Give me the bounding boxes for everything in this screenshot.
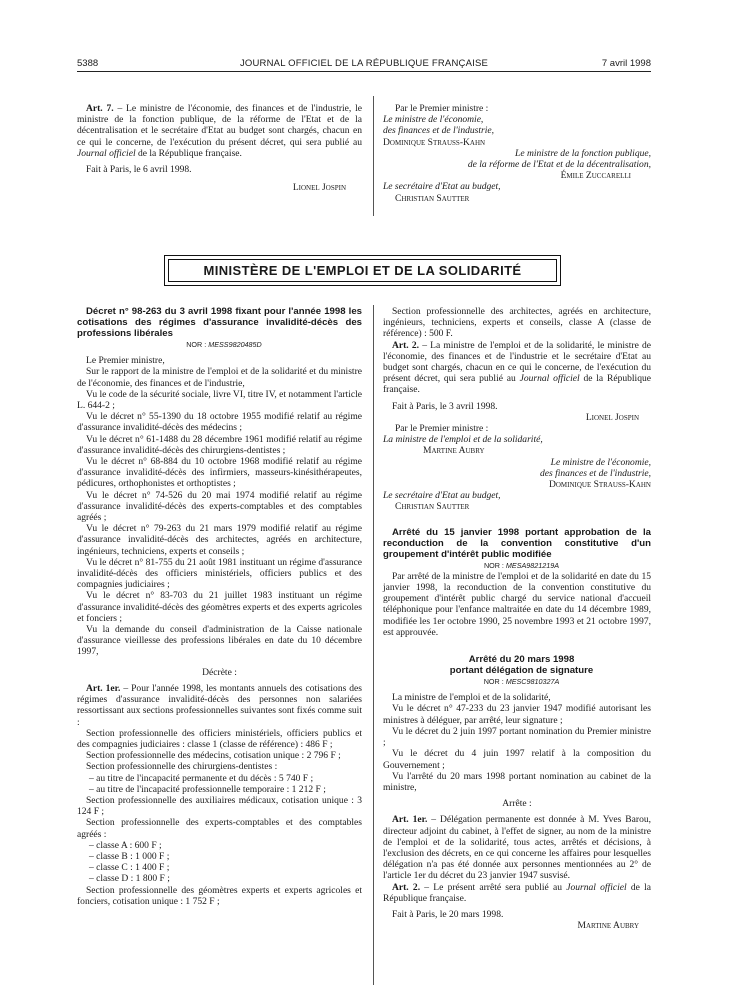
decree-section: Section professionnelle des officiers ministériels, officiers publics et des compagnies judiciaires : classe 1 (classe de référence) : 486 F ;	[77, 727, 362, 750]
decree-par-pm: Par le Premier ministre :	[395, 423, 489, 435]
arrete2-arrete: Arrête :	[502, 798, 532, 810]
decree-visa: Sur le rapport de la ministre de l'emploi et de la solidarité et du ministre de l'économie, des finances et de l'industrie,	[77, 366, 362, 389]
prev-min-fp-name: Émile Zuccarelli	[560, 170, 631, 182]
arrete2-visa: Vu le décret n° 47-233 du 23 janvier 1947 modifié autorisant les ministres à déléguer, par arrêté, leur signature ;	[383, 703, 651, 726]
decree-sec-budget-name: Christian Sautter	[395, 501, 470, 513]
decree-visa: Vu la demande du conseil d'administration de la Caisse nationale d'assurance vieillesse des professions libérales en date du 10 décembre 1997,	[77, 624, 362, 658]
arrete2-visa: Vu le décret du 2 juin 1997 portant nomination du Premier ministre ;	[383, 725, 651, 749]
decree-section: Section professionnelle des auxiliaires médicaux, cotisation unique : 3 124 F ;	[77, 794, 362, 818]
prev-min-eco-name: Dominique Strauss-Kahn	[383, 136, 486, 148]
arrete1-nor: NOR : MESA9821219A	[483, 560, 560, 570]
decree-visa: Vu le décret n° 55-1390 du 18 octobre 1955 modifié relatif au régime d'assurance invalidité-décès des médecins ;	[77, 411, 362, 434]
running-header	[77, 58, 651, 72]
decree-fait: Fait à Paris, le 3 avril 1998.	[392, 400, 498, 412]
arrete1-text: Par arrêté de la ministre de l'emploi et de la solidarité en date du 15 janvier 1998, la reconduction de la convention constitutive du groupement d'intérêt public chargé du service national d'accueil téléphonique pour l'enfance maltraitée en date du 14 décembre 1989, modifiée les 1er octobre 1990, 25 novembre 1993 et 21 octobre 1997, est approuvée.	[383, 570, 651, 638]
decree-section-item: – au titre de l'incapacité professionnelle temporaire : 1 212 F ;	[89, 783, 326, 795]
page-number: 5388	[77, 58, 99, 69]
decree-nor: NOR : MESS9820485D	[186, 340, 262, 349]
prev-signatory-pm: Lionel Jospin	[292, 182, 346, 194]
prev-article-7: Art. 7. – Le ministre de l'économie, des finances et de l'industrie, le ministre de la fonction publique, de la réforme de l'Etat et de la décentralisation et le secrétaire d'Etat au budget sont chargés, chacun en ce qui le concerne, de l'exécution du présent décret, qui sera publié au Journal officiel de la République française.	[77, 103, 362, 159]
prev-fait: Fait à Paris, le 6 avril 1998.	[86, 164, 192, 176]
arrete1-title: Arrêté du 15 janvier 1998 portant approbation de la reconduction de la convention constitutive d'un groupement d'intérêt public modifiée	[383, 526, 651, 560]
decree-min-eco-name: Dominique Strauss-Kahn	[548, 479, 651, 491]
decree-pm: Le Premier ministre,	[86, 355, 165, 367]
decree-section: Section professionnelle des architectes, agréés en architecture, ingénieurs, techniciens, experts et conseils, classe A (classe de référence) : 500 F.	[383, 306, 651, 340]
journal-title: JOURNAL OFFICIEL DE LA RÉPUBLIQUE FRANÇAISE	[239, 58, 489, 69]
decree-section: Section professionnelle des experts-comptables et des comptables agréés :	[77, 817, 362, 840]
decree-section: Section professionnelle des médecins, cotisation unique : 2 796 F ;	[86, 750, 341, 762]
decree-article-2: Art. 2. – La ministre de l'emploi et de la solidarité, le ministre de l'économie, des finances et de l'industrie et le secrétaire d'Etat au budget sont chargés, chacun en ce qui le concerne, de l'exécution du présent décret, qui sera publié au Journal officiel de la République française.	[383, 339, 651, 396]
ministry-heading: MINISTÈRE DE L'EMPLOI ET DE LA SOLIDARITÉ	[203, 263, 522, 278]
arrete2-visa: Vu le décret du 4 juin 1997 relatif à la composition du Gouvernement ;	[383, 748, 651, 771]
header-rule	[77, 71, 651, 72]
arrete2-signatory: Martine Aubry	[577, 920, 639, 932]
ministry-heading-box	[164, 255, 561, 286]
prev-decree-right	[383, 103, 651, 204]
decree-title: Décret n° 98-263 du 3 avril 1998 fixant pour l'année 1998 les cotisations des régimes d'assurance invalidité-décès des professions libérales	[77, 306, 362, 339]
prev-sec-budget-title: Le secrétaire d'Etat au budget,	[383, 181, 501, 193]
decree-section: Section professionnelle des géomètres experts et experts agricoles et fonciers, cotisation unique : 1 752 F ;	[77, 884, 362, 907]
decree-section-item: – classe A : 600 F ;	[89, 839, 162, 851]
decree-section: Section professionnelle des chirurgiens-dentistes :	[86, 761, 278, 773]
decree-section-item: – classe D : 1 800 F ;	[89, 873, 170, 885]
decree-signatory-pm: Lionel Jospin	[585, 411, 639, 423]
arrete2-fait: Fait à Paris, le 20 mars 1998.	[392, 908, 504, 920]
decree-visa: Vu le décret n° 68-884 du 10 octobre 1968 modifié relatif au régime d'assurance invalidité-décès des infirmiers, masseurs-kinésithérapeutes, pédicures, orthophonistes et orthoptistes ;	[77, 456, 362, 490]
arrete2-minister: La ministre de l'emploi et de la solidarité,	[392, 692, 551, 704]
prev-min-eco-title-1: Le ministre de l'économie,	[383, 114, 484, 126]
decree-section-item: – au titre de l'incapacité permanente et du décès : 5 740 F ;	[89, 772, 314, 784]
arrete2-title-2: portant délégation de signature	[449, 665, 594, 677]
decree-min-emploi-title: La ministre de l'emploi et de la solidarité,	[383, 434, 543, 446]
arrete2-title-1: Arrêté du 20 mars 1998	[468, 654, 575, 666]
prev-min-fp-title-2: de la réforme de l'Etat et de la décentralisation,	[467, 159, 651, 171]
decree-sec-budget-title: Le secrétaire d'Etat au budget,	[383, 490, 501, 502]
decree-decrete: Décrète :	[202, 666, 237, 678]
prev-min-eco-title-2: des finances et de l'industrie,	[383, 125, 495, 137]
issue-date: 7 avril 1998	[601, 58, 651, 69]
decree-min-emploi-name: Martine Aubry	[423, 445, 485, 457]
decree-min-eco-title-1: Le ministre de l'économie,	[550, 456, 651, 468]
arrete2-nor: NOR : MESC9810327A	[483, 677, 560, 687]
prev-min-fp-title-1: Le ministre de la fonction publique,	[515, 147, 651, 159]
prev-sec-budget-name: Christian Sautter	[395, 192, 470, 204]
decree-min-eco-title-2: des finances et de l'industrie,	[539, 467, 651, 479]
decree-section-item: – classe B : 1 000 F ;	[89, 850, 170, 862]
decree-left-column	[77, 306, 362, 907]
prev-par-pm: Par le Premier ministre :	[395, 103, 489, 114]
column-divider-main	[373, 305, 374, 985]
prev-decree-left	[77, 103, 362, 193]
arrete2-article-1: Art. 1er. – Délégation permanente est donnée à M. Yves Barou, directeur adjoint du cabinet, à l'effet de signer, au nom de la ministre de l'emploi et de la solidarité, tous actes, arrêtés et décisions, à l'exclusion des décrets, en ce qui concerne les affaires pour lesquelles délégation n'a pas été donnée aux personnes mentionnées au 2° de l'article 1er du décret du 23 janvier 1947 susvisé.	[383, 814, 652, 882]
decree-visa: Vu le décret n° 83-703 du 21 juillet 1983 instituant un régime d'assurance invalidité-décès des géomètres experts et des experts agricoles et fonciers ;	[77, 590, 362, 624]
decree-section-item: – classe C : 1 400 F ;	[89, 862, 170, 874]
arrete2-article-2: Art. 2. – Le présent arrêté sera publié au Journal officiel de la République française.	[383, 881, 651, 904]
decree-visa: Vu le décret n° 74-526 du 20 mai 1974 modifié relatif au régime d'assurance invalidité-décès des experts-comptables et des comptables agréés ;	[77, 489, 362, 524]
decree-visa: Vu le code de la sécurité sociale, livre VI, titre IV, et notamment l'article L. 644-2 ;	[77, 388, 362, 412]
decree-visa: Vu le décret n° 81-755 du 21 août 1981 instituant un régime d'assurance invalidité-décès des officiers ministériels, officiers publics et des compagnies judiciaires ;	[77, 556, 362, 591]
column-divider-top	[373, 96, 374, 216]
decree-article-1: Art. 1er. – Pour l'année 1998, les montants annuels des cotisations des régimes d'assurance invalidité-décès des personnes non salariées ressortissant aux sections professionnelles suivantes sont fixés comme suit :	[77, 682, 362, 728]
decree-right-column	[383, 306, 651, 931]
decree-visa: Vu le décret n° 61-1488 du 28 décembre 1961 modifié relatif au régime d'assurance invalidité-décès des chirurgiens-dentistes ;	[77, 433, 362, 456]
decree-visa: Vu le décret n° 79-263 du 21 mars 1979 modifié relatif au régime d'assurance invalidité-décès des architectes, agréés en architecture, ingénieurs, techniciens, experts et conseils ;	[77, 523, 362, 557]
arrete2-visa: Vu l'arrêté du 20 mars 1998 portant nomination au cabinet de la ministre,	[383, 770, 651, 793]
